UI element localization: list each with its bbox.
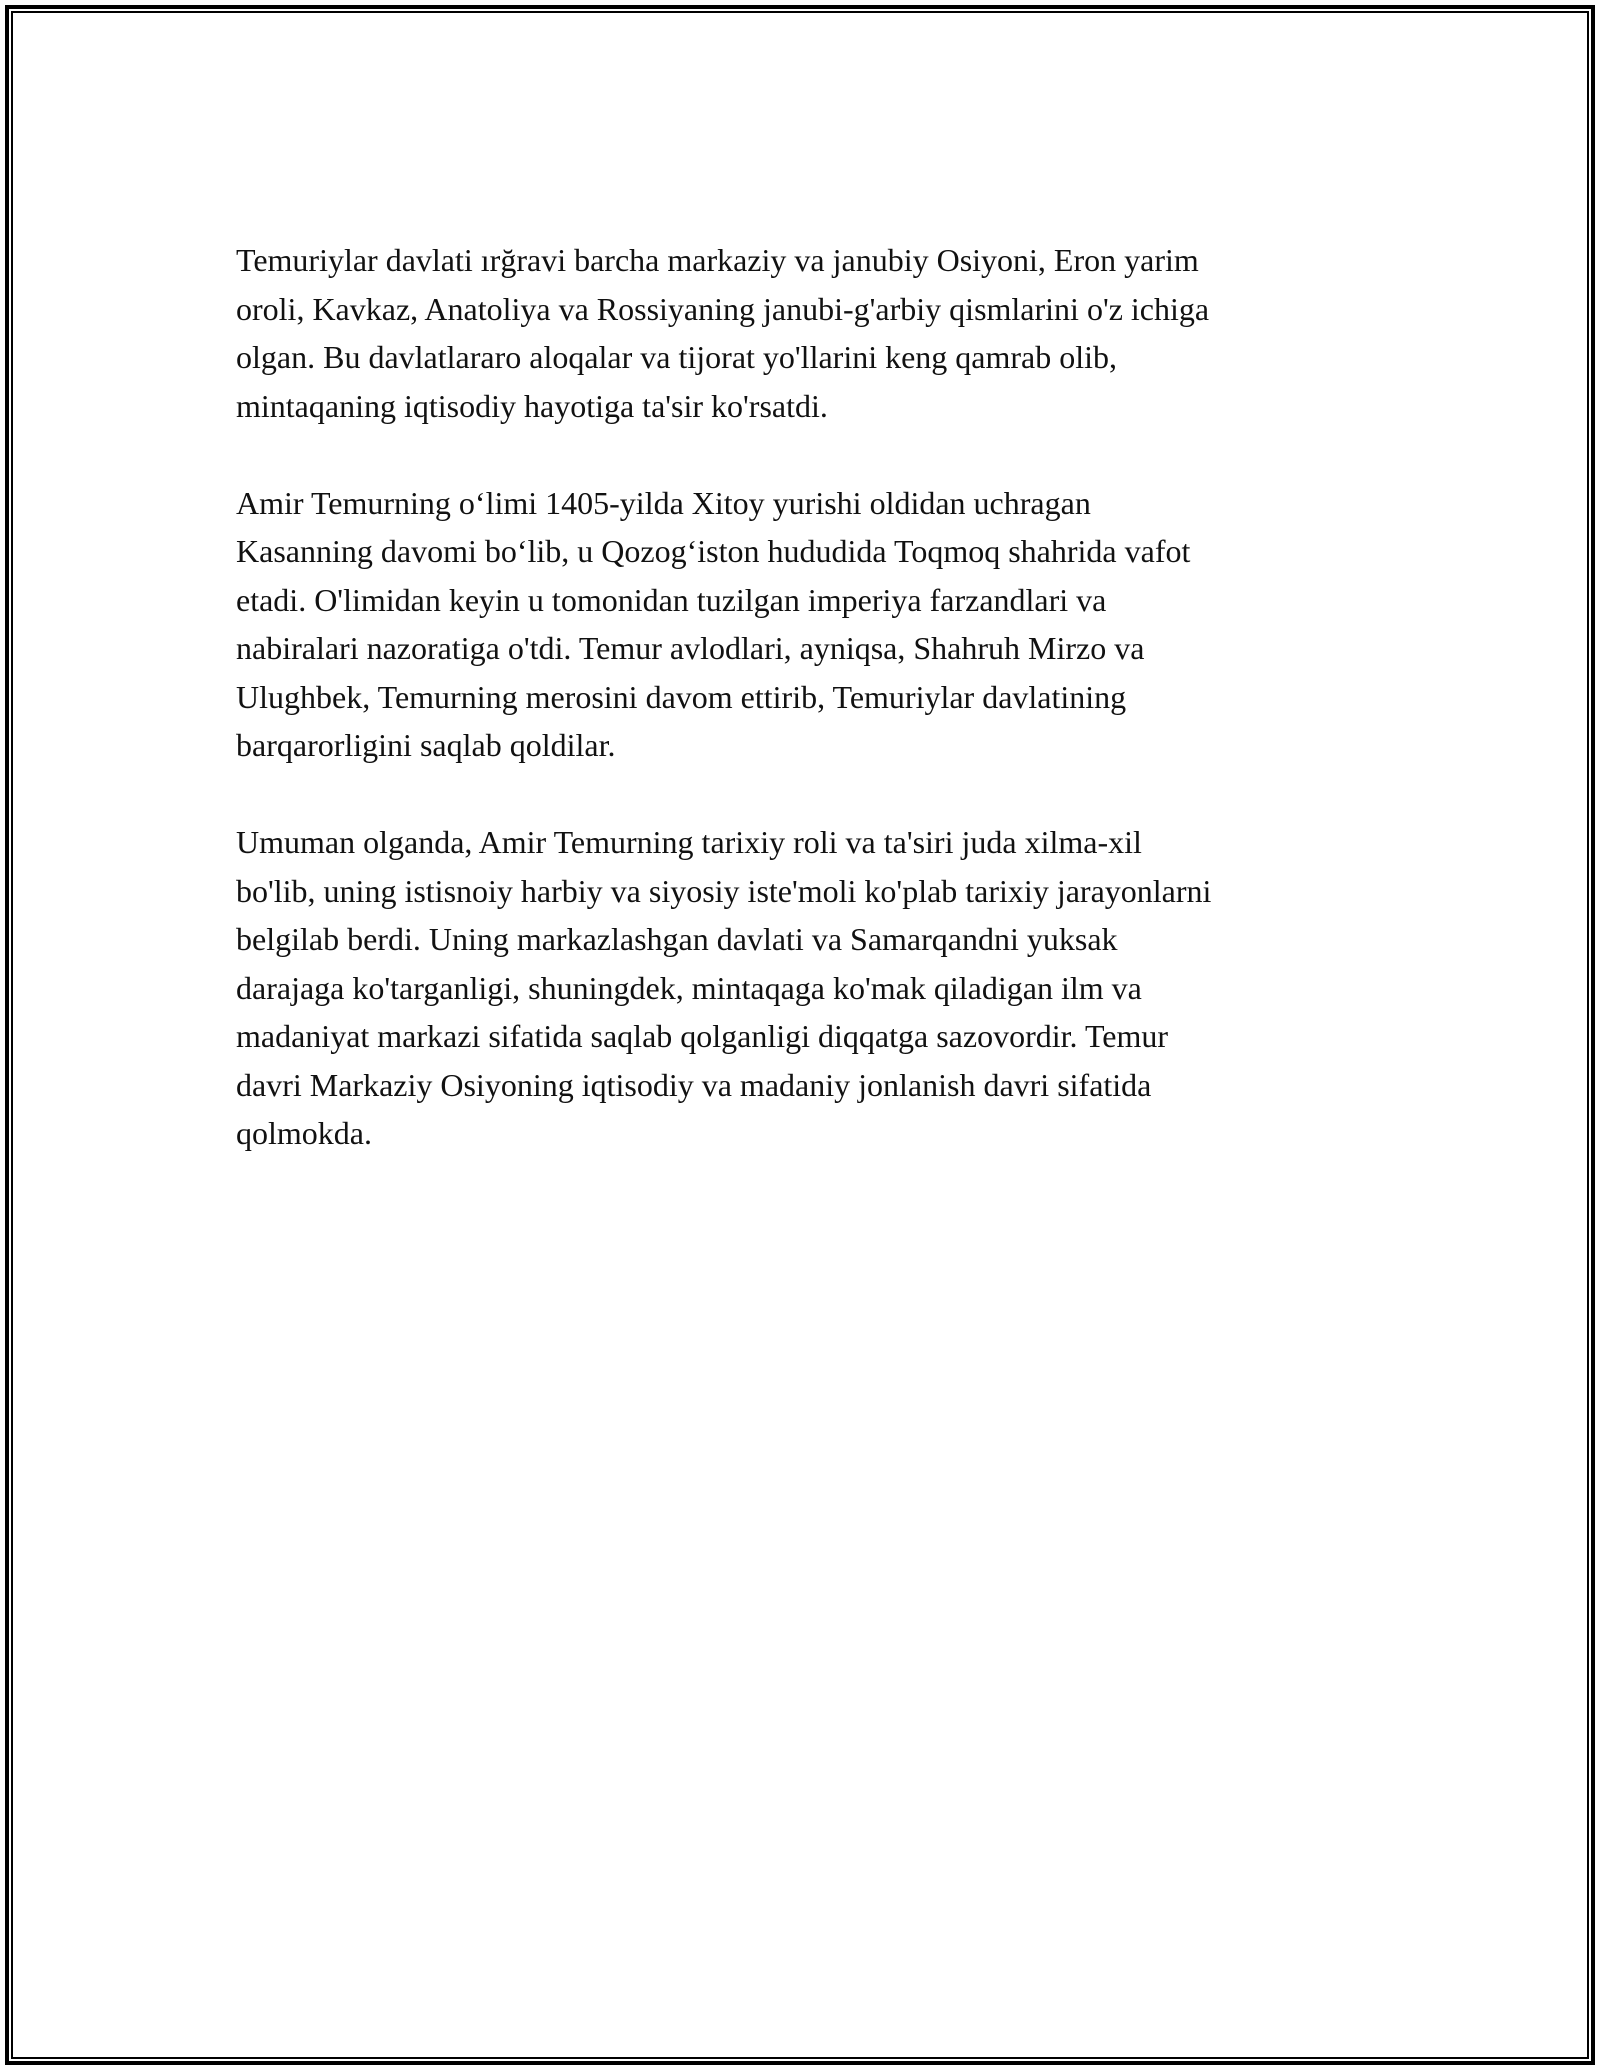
document-body bbox=[236, 236, 1366, 1206]
paragraph-3: Umuman olganda, Amir Temurning tarixiy roli va ta'siri juda xilma-xil bo'lib, uning istisnoiy harbiy va siyosiy iste'moli ko'plab tarixiy jarayonlarni belgilab berdi. Uning markazlashgan davlati va Samarqandni yuksak darajaga ko'targanligi, shuningdek, mintaqaga ko'mak qiladigan ilm va madaniyat markazi sifatida saqlab qolganligi diqqatga sazovordir. Temur davri Markaziy Osiyoning iqtisodiy va madaniy jonlanish davri sifatida qolmokda. bbox=[236, 824, 1212, 1151]
paragraph-2: Amir Temurning oʻlimi 1405-yilda Xitoy yurishi oldidan uchragan Kasanning davomi boʻlib, u Qozogʻiston hududida Toqmoq shahrida vafot etadi. O'limidan keyin u tomonidan tuzilgan imperiya farzandlari va nabiralari nazoratiga o'tdi. Temur avlodlari, ayniqsa, Shahruh Mirzo va Ulughbek, Temurning merosini davom ettirib, Temuriylar davlatining barqarorligini saqlab qoldilar. bbox=[236, 484, 1191, 763]
paragraph-1: Temuriylar davlati ırğravi barcha markaziy va janubiy Osiyoni, Eron yarim oroli, Kavkaz, Anatoliya va Rossiyaning janubi-g'arbiy qismlarini o'z ichiga olgan. Bu davlatlararo aloqalar va tijorat yo'llarini keng qamrab olib, mintaqaning iqtisodiy hayotiga ta'sir ko'rsatdi. bbox=[236, 242, 1210, 424]
